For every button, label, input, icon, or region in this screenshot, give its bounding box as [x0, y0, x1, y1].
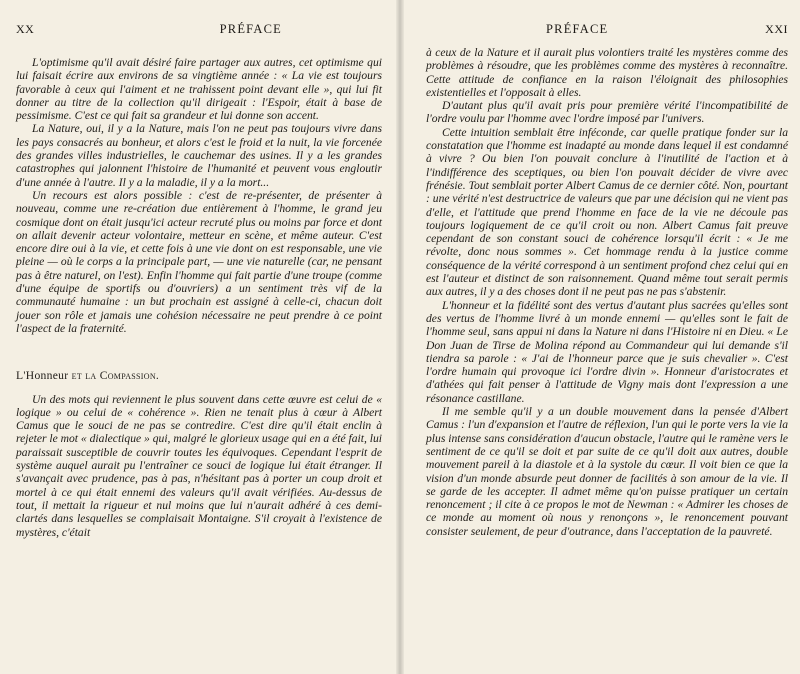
section-heading-rest: et la Compassion. [71, 369, 160, 383]
left-running-head [16, 22, 382, 38]
left-page-number: XX [16, 22, 35, 36]
right-paragraph-2: D'autant plus qu'il avait pris pour première vérité l'incompatibilité de l'ordre voulu par l'homme avec l'ordre imposé par l'univers. [426, 99, 788, 126]
right-running-head [426, 22, 788, 38]
section-heading-first-word: L'Honneur [16, 369, 69, 383]
right-page-number: XXI [765, 22, 788, 36]
left-body-text [16, 56, 382, 539]
left-paragraph-4: Un des mots qui reviennent le plus souvent dans cette œuvre est celui de « logique » ou celui de « cohérence ». Rien ne tenait plus à cœur à Albert Camus que le souci de ne pas se contredire. C'est dire qu'il était enclin à rejeter le mot « dialectique » qui, malgré le glorieux usage qui en a été fait, lui paraissait susceptible de couvrir toutes les équivoques. Cependant l'esprit de système auquel aurait pu l'entraîner ce souci de logique lui était étranger. Il s'avançait avec prudence, pas à pas, n'hésitant pas à porter un coup droit et mortel à ce qui était ennemi des valeurs qu'il avait vérifiées. Au-dessus de tout, il mettait la rigueur et nul moins que lui n'aurait adhéré à ces demi-clartés dans lesquelles se complaisait Montaigne. S'il croyait à l'existence de mystères, c'était [16, 392, 382, 539]
right-running-title: PRÉFACE [546, 22, 609, 36]
left-paragraph-3: Un recours est alors possible : c'est de re-présenter, de présenter à nouveau, comme une re-création due entièrement à l'homme, le grand jeu cosmique dont on était jusqu'ici acteur recruté plus ou moins par force et dont on allait devenir acteur volontaire, metteur en scène, et même auteur. C'est encore dire oui à la vie, et cette fois à une vie dont on est responsable, une vie pleine — où le corps a la principale part, — une vie naturelle (car, ne pensant pas à être naturel, on l'est). Enfin l'homme qui fait partie d'une troupe (comme d'une équipe de sportifs ou d'ouvriers) a un sentiment très vif de la communauté humaine : un but prochain est assigné à celle-ci, chacun doit jouer son rôle et jamais une cohésion nécessaire ne peut prendre à ce point l'aspect de la fraternité. [16, 188, 382, 335]
left-paragraph-2: La Nature, oui, il y a la Nature, mais l'on ne peut pas toujours vivre dans les pays consacrés au bonheur, et alors c'est le froid et la nuit, la vie forcenée des grandes villes industrielles, le cauchemar des usines. Il y a les grandes catastrophes qui jalonnent l'histoire de l'humanité et peuvent vous engloutir d'une année à l'autre. Il y a la maladie, il y a la mort... [16, 122, 382, 189]
right-body-text [426, 46, 788, 538]
right-paragraph-5: Il me semble qu'il y a un double mouvement dans la pensée d'Albert Camus : l'un d'expansion et l'autre de réflexion, l'un qui le porte vers la vie la plus intense sans considération d'aucun obstacle, l'autre qui le ramène vers le sentiment de ce qu'il se doit et par suite de ce qu'il doit aux autres, double mouvement pareil à la diastole et à la systole du cœur. Il voit bien ce que la vision d'un monde absurde peut donner de facilités à son amour de la vie. Il se garde de les accepter. Il admet même qu'on puisse pratiquer un certain renoncement ; il cite à ce propos le mot de Newman : « Admirer les choses de ce monde au moment où nous y renonçons », le renoncement pouvant consister seulement, de peur d'outrance, dans l'acceptation de la pauvreté. [426, 405, 788, 538]
right-page [400, 0, 800, 674]
right-paragraph-3: Cette intuition semblait être inféconde, car quelle pratique fonder sur la constatation que l'homme est inadapté au monde dans lequel il est condamné à vivre ? Ou bien l'on pouvait conclure à l'inutilité de l'action et à l'indifférence des sceptiques, ou bien l'on pouvait décider de vivre avec frénésie. Tout semblait porter Albert Camus de ce dernier côté. Non, pourtant : une vérité n'est destructrice de valeurs que par une décision qui ne vient pas d'elle, et l'attitude que prend l'homme en face de la vie ne découle pas toujours logiquement de ce qu'il croit ou non. Albert Camus fait preuve cependant de son constant souci de cohérence lorsqu'il écrit : « Je me révolte, donc nous sommes ». Cet hommage rendu à la justice comme conséquence de la vérité correspond à un sentiment profond chez celui qui en est l'auteur et distinct de son raisonnement. Quand même tout serait permis aux autres, il y a des choses dont il ne peut pas ne pas s'abstenir. [426, 125, 788, 299]
left-paragraph-1: L'optimisme qu'il avait désiré faire partager aux autres, cet optimisme qui lui faisait écrire aux environs de sa vingtième année : « La vie est toujours favorable à ceux qui l'aiment et ne trahissent point devant elle », qui lui fit donner au titre de la collection qu'il dirigeait : l'Espoir, était à base de pessimisme. C'est ce qui fait sa grandeur et lui donne son accent. [16, 56, 382, 123]
left-running-title: PRÉFACE [219, 22, 282, 36]
right-paragraph-4: L'honneur et la fidélité sont des vertus d'autant plus sacrées qu'elles sont des vertus de l'homme livré à un monde ennemi — qu'elles sont le fait de l'homme seul, sans appui ni dans la Nature ni dans l'Histoire ni en Dieu. « Le Don Juan de Tirse de Molina répond au Commandeur qui lui demande s'il tiendra sa parole : « J'ai de l'honneur parce que je suis chevalier ». C'est l'ordre humain qui provoque ici l'ordre divin ». Honneur d'aristocrates et d'athées qui fait penser à l'attitude de Vigny mais dont l'expression a une résonance castillane. [426, 298, 788, 405]
section-heading [16, 369, 382, 382]
right-paragraph-1: à ceux de la Nature et il aurait plus volontiers traité les mystères comme des problèmes à résoudre, que les problèmes comme des mystères à reconnaître. Cette attitude de confiance en la raison l'éloignait des philosophies existentielles et l'opposait à elles. [426, 46, 788, 99]
